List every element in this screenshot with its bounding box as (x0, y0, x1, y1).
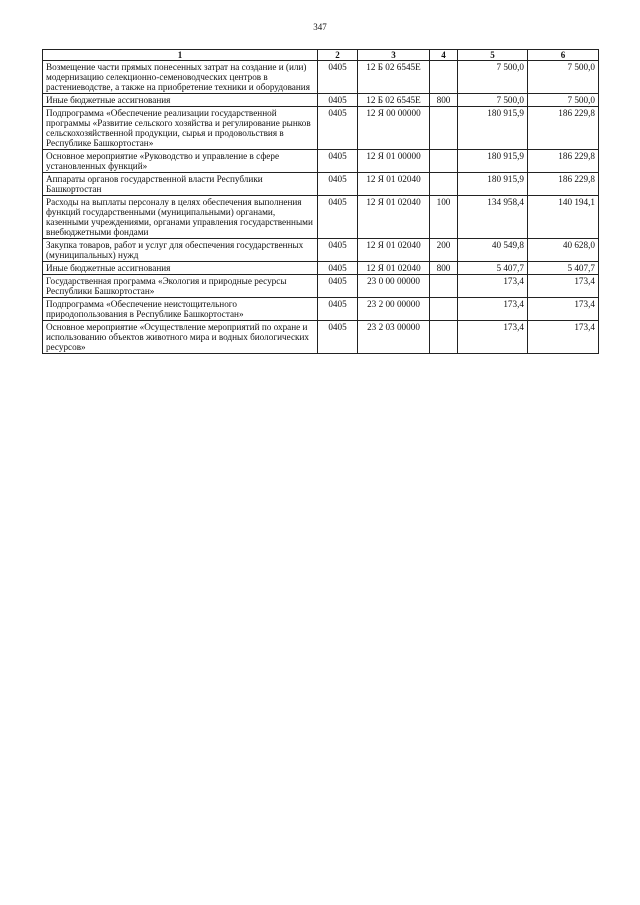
row-value-2: 7 500,0 (528, 61, 599, 94)
header-col-2: 2 (318, 50, 358, 61)
row-value-2: 186 229,8 (528, 173, 599, 196)
header-col-4: 4 (430, 50, 458, 61)
row-code: 0405 (318, 107, 358, 150)
row-code: 0405 (318, 61, 358, 94)
table-row (43, 321, 599, 354)
row-type (430, 321, 458, 354)
row-value-2: 140 194,1 (528, 196, 599, 239)
row-type: 800 (430, 94, 458, 107)
row-value-2: 173,4 (528, 275, 599, 298)
row-value-1: 173,4 (458, 275, 528, 298)
header-col-5: 5 (458, 50, 528, 61)
row-code: 0405 (318, 150, 358, 173)
row-code: 0405 (318, 298, 358, 321)
row-code: 0405 (318, 321, 358, 354)
table-row (43, 196, 599, 239)
row-code: 0405 (318, 239, 358, 262)
row-value-1: 180 915,9 (458, 173, 528, 196)
row-type (430, 173, 458, 196)
row-name: Подпрограмма «Обеспечение неистощительного природопользования в Республике Башкортостан» (43, 298, 318, 321)
row-target: 12 Я 01 02040 (358, 173, 430, 196)
row-target: 23 2 00 00000 (358, 298, 430, 321)
row-value-1: 180 915,9 (458, 150, 528, 173)
header-col-6: 6 (528, 50, 599, 61)
row-value-2: 173,4 (528, 298, 599, 321)
row-target: 12 Я 01 02040 (358, 196, 430, 239)
row-code: 0405 (318, 262, 358, 275)
table-row (43, 173, 599, 196)
row-value-2: 173,4 (528, 321, 599, 354)
row-type (430, 275, 458, 298)
row-name: Закупка товаров, работ и услуг для обеспечения государственных (муниципальных) нужд (43, 239, 318, 262)
row-value-1: 180 915,9 (458, 107, 528, 150)
row-name: Основное мероприятие «Руководство и управление в сфере установленных функций» (43, 150, 318, 173)
page-number: 347 (313, 22, 327, 32)
row-value-2: 186 229,8 (528, 150, 599, 173)
row-target: 23 2 03 00000 (358, 321, 430, 354)
row-target: 23 0 00 00000 (358, 275, 430, 298)
row-type: 200 (430, 239, 458, 262)
row-name: Основное мероприятие «Осуществление мероприятий по охране и использованию объектов животного мира и водных биологических ресурсов» (43, 321, 318, 354)
row-value-2: 40 628,0 (528, 239, 599, 262)
row-value-1: 5 407,7 (458, 262, 528, 275)
table-row (43, 61, 599, 94)
header-col-3: 3 (358, 50, 430, 61)
row-code: 0405 (318, 94, 358, 107)
row-code: 0405 (318, 275, 358, 298)
table-row (43, 107, 599, 150)
row-value-1: 7 500,0 (458, 61, 528, 94)
table-row (43, 150, 599, 173)
row-code: 0405 (318, 196, 358, 239)
header-row (43, 50, 599, 61)
row-target: 12 Я 01 02040 (358, 262, 430, 275)
table-row (43, 94, 599, 107)
table-row (43, 239, 599, 262)
row-name: Расходы на выплаты персоналу в целях обеспечения выполнения функций государственными (муниципальными) органами, казенными учреждениями, органами управления государственными внебюджетными фондами (43, 196, 318, 239)
row-name: Государственная программа «Экология и природные ресурсы Республики Башкортостан» (43, 275, 318, 298)
row-type (430, 61, 458, 94)
table-row (43, 298, 599, 321)
row-value-1: 40 549,8 (458, 239, 528, 262)
row-value-2: 186 229,8 (528, 107, 599, 150)
row-target: 12 Я 01 00000 (358, 150, 430, 173)
header-col-1: 1 (43, 50, 318, 61)
row-name: Возмещение части прямых понесенных затрат на создание и (или) модернизацию селекционно-семеноводческих центров в растениеводстве, а также на приобретение техники и оборудования (43, 61, 318, 94)
row-name: Иные бюджетные ассигнования (43, 262, 318, 275)
row-code: 0405 (318, 173, 358, 196)
row-value-1: 134 958,4 (458, 196, 528, 239)
row-target: 12 Б 02 6545Е (358, 61, 430, 94)
table-row (43, 262, 599, 275)
row-value-1: 173,4 (458, 321, 528, 354)
table-row (43, 275, 599, 298)
row-type (430, 150, 458, 173)
row-target: 12 Я 01 02040 (358, 239, 430, 262)
row-value-2: 5 407,7 (528, 262, 599, 275)
row-type: 100 (430, 196, 458, 239)
row-value-1: 173,4 (458, 298, 528, 321)
row-name: Аппараты органов государственной власти Республики Башкортостан (43, 173, 318, 196)
row-name: Иные бюджетные ассигнования (43, 94, 318, 107)
row-value-2: 7 500,0 (528, 94, 599, 107)
row-type (430, 298, 458, 321)
row-type (430, 107, 458, 150)
row-target: 12 Я 00 00000 (358, 107, 430, 150)
row-type: 800 (430, 262, 458, 275)
row-target: 12 Б 02 6545Е (358, 94, 430, 107)
row-value-1: 7 500,0 (458, 94, 528, 107)
row-name: Подпрограмма «Обеспечение реализации государственной программы «Развитие сельского хозяйства и регулирование рынков сельскохозяйственной продукции, сырья и продовольствия в Республике Башкортостан» (43, 107, 318, 150)
budget-table (42, 49, 599, 354)
